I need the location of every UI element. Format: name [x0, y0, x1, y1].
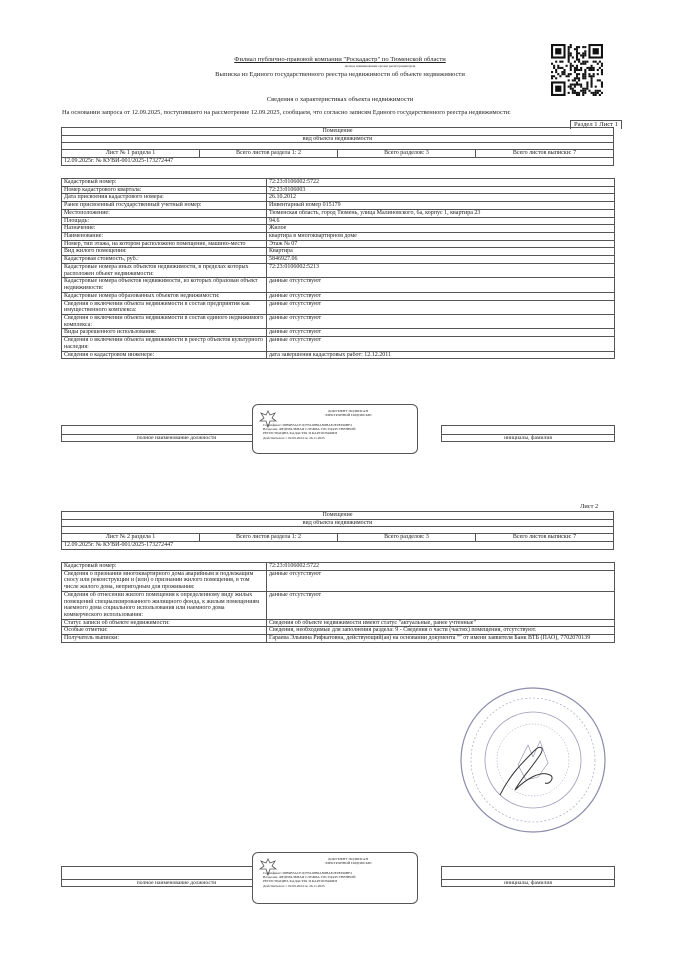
- table-row: [62, 263, 615, 277]
- table-row: [62, 217, 615, 225]
- e-signature-stamp-2: [252, 852, 418, 904]
- row-label: Сведения об отнесении жилого помещения к определенному виду жилых помещений специализированного жилищного фонда, к жилым помещениям наемного дома социального использования или наемного дома коммерческого использования:: [62, 591, 267, 619]
- row-label: Местоположение:: [62, 209, 267, 217]
- stamp-valid-2: Действителен: с 02.09.2024 по 26.11.2025: [263, 883, 325, 888]
- row-value: 26.10.2012: [267, 194, 615, 202]
- table-row: [62, 186, 615, 194]
- row-label: Кадастровый номер:: [62, 179, 267, 187]
- row-value: 72:23:0106003: [267, 186, 615, 194]
- full-position-label: полное наименование должности: [62, 435, 292, 442]
- stamp-cert-2: Сертификат: 00B9B3ACE1D7FA28B6A8DBAE2E0F490BF4: [263, 871, 352, 875]
- stamp-subtitle: ЭЛЕКТРОННОЙ ПОДПИСЬЮ: [324, 413, 372, 418]
- org-name: Филиал публично-правовой компании "Роскадастр" по Тюменской области: [234, 56, 446, 63]
- row-label: Виды разрешенного использования:: [62, 329, 267, 337]
- row-label: Кадастровые номера образованных объектов недвижимости:: [62, 292, 267, 300]
- e-signature-stamp-1: [252, 404, 418, 454]
- table-row: [62, 179, 615, 187]
- total-sections: Всего разделов: 3: [338, 150, 476, 158]
- sheet1-header-table: [61, 127, 614, 166]
- row-label: Назначение:: [62, 225, 267, 233]
- qr-code-icon: [551, 44, 603, 96]
- table-row: [62, 351, 615, 359]
- table-row: [62, 619, 615, 627]
- row-value: Гараева Эльвина Рифкатовна, действующий(ая) на основании документа "" от имени заявителя Банк ВТБ (ПАО), 7702070139: [267, 635, 615, 643]
- table-row: [62, 225, 615, 233]
- row-value: 72:23:0106002:5722: [267, 563, 615, 571]
- total-sections-2: Всего разделов: 3: [338, 534, 476, 542]
- date-number-2: 12.09.2025г. № КУВИ-001/2025-173272447: [62, 542, 614, 550]
- date-number: 12.09.2025г. № КУВИ-001/2025-173272447: [62, 158, 614, 166]
- row-label: Кадастровые номера иных объектов недвижимости, в пределах которых расположен объект недвижимости:: [62, 263, 267, 277]
- total-sheets-2: Всего листов выписки: 7: [476, 534, 614, 542]
- row-label: Сведения о включении объекта недвижимости в реестр объектов культурного наследия:: [62, 337, 267, 351]
- row-value: 72:23:0106002:5722: [267, 179, 615, 187]
- sheet2-table: [61, 562, 615, 643]
- table-row: [62, 337, 615, 351]
- row-value: 5846927.06: [267, 256, 615, 264]
- row-value: данные отсутствуют: [267, 570, 615, 591]
- table-row: [62, 591, 615, 619]
- stamp-owner-2: РЕГИСТРАЦИИ, КАДАСТРА И КАРТОГРАФИИ: [263, 431, 337, 436]
- sheet2-label: Лист 2: [580, 503, 599, 510]
- stamp-owner-2a: Владелец: ФЕДЕРАЛЬНАЯ СЛУЖБА ГОСУДАРСТВЕННОЙ: [263, 875, 356, 880]
- table-row: [62, 570, 615, 591]
- row-value: Этаж № 07: [267, 240, 615, 248]
- org-sub: полное наименование органа регистрации прав: [344, 63, 416, 68]
- row-label: Наименование:: [62, 233, 267, 241]
- row-value: данные отсутствуют: [267, 329, 615, 337]
- table-row: [62, 314, 615, 328]
- table-row: [62, 278, 615, 292]
- row-value: данные отсутствуют: [267, 300, 615, 314]
- table-row: [62, 300, 615, 314]
- row-label: Сведения о включении объекта недвижимости в состав предприятия как имущественного комплекса:: [62, 300, 267, 314]
- stamp-owner: Владелец: ФЕДЕРАЛЬНАЯ СЛУЖБА ГОСУДАРСТВЕННОЙ: [263, 427, 356, 432]
- stamp-valid: Действителен: с 02.09.2024 по 26.11.2025: [263, 435, 325, 440]
- table-row: [62, 248, 615, 256]
- row-label: Номер, тип этажа, на котором расположено помещение, машино-место: [62, 240, 267, 248]
- sheet2-header-table: [61, 511, 614, 550]
- row-value: Сведения, необходимые для заполнения раздела: 9 - Сведения о части (частях) помещения, отсутствуют.: [267, 627, 615, 635]
- full-position-label-2: полное наименование должности: [62, 880, 292, 887]
- row-label: Сведения о признании многоквартирного дома аварийным и подлежащим сносу или реконструкции и (или) о признании жилого помещения, в том числе жилого дома, непригодным для проживания:: [62, 570, 267, 591]
- row-value: Квартира: [267, 248, 615, 256]
- row-value: данные отсутствуют: [267, 337, 615, 351]
- row-label: Ранее присвоенный государственный учетный номер:: [62, 202, 267, 210]
- row-label: Сведения о включении объекта недвижимости в состав единого недвижимого комплекса:: [62, 314, 267, 328]
- table-row: [62, 240, 615, 248]
- stamp-subtitle-2: ЭЛЕКТРОННОЙ ПОДПИСЬЮ: [324, 861, 372, 866]
- row-label: Кадастровые номера объектов недвижимости, из которых образован объект недвижимости:: [62, 278, 267, 292]
- row-label: Вид жилого помещения:: [62, 248, 267, 256]
- object-type: Помещение: [322, 128, 353, 134]
- section-label: Раздел 1 Лист 1: [570, 120, 622, 129]
- row-label: Сведения о кадастровом инженере:: [62, 351, 267, 359]
- row-value: 94.6: [267, 217, 615, 225]
- table-row: [62, 256, 615, 264]
- table-row: [62, 233, 615, 241]
- object-type-label: вид объекта недвижимости: [302, 135, 373, 142]
- object-type-label-2: вид объекта недвижимости: [302, 519, 373, 526]
- stamp-cert: Сертификат: 00B9B3ACE1D7FA28B6A8DBAE2E0F490BF4: [263, 423, 352, 427]
- row-label: Получатель выписки:: [62, 635, 267, 643]
- row-label: Кадастровая стоимость, руб.:: [62, 256, 267, 264]
- sheet-no: Лист № 1 раздела 1: [62, 150, 200, 158]
- row-label: Номер кадастрового квартала:: [62, 186, 267, 194]
- table-row: [62, 329, 615, 337]
- row-value: Жилое: [267, 225, 615, 233]
- row-label: Дата присвоения кадастрового номера:: [62, 194, 267, 202]
- row-value: квартира в многоквартирном доме: [267, 233, 615, 241]
- row-value: 72:23:0106002:5213: [267, 263, 615, 277]
- row-label: Кадастровый номер:: [62, 563, 267, 571]
- row-label: Особые отметки:: [62, 627, 267, 635]
- row-value: данные отсутствуют: [267, 314, 615, 328]
- object-type-2: Помещение: [322, 512, 353, 518]
- row-value: данные отсутствуют: [267, 591, 615, 619]
- table-row: [62, 209, 615, 217]
- row-value: данные отсутствуют: [267, 278, 615, 292]
- row-value: дата завершения кадастровых работ: 12.12.2011: [267, 351, 615, 359]
- table-row: [62, 202, 615, 210]
- signature-icon: [490, 735, 570, 805]
- total-in-section-2: Всего листов раздела 1: 2: [200, 534, 338, 542]
- row-value: Тюменская область, город Тюмень, улица Малиновского, 6а, корпус 1, квартира 23: [267, 209, 615, 217]
- row-value: Сведения об объекте недвижимости имеют статус "актуальные, ранее учтенные": [267, 619, 615, 627]
- total-sheets: Всего листов выписки: 7: [476, 150, 614, 158]
- table-row: [62, 563, 615, 571]
- stamp-owner-2b: РЕГИСТРАЦИИ, КАДАСТРА И КАРТОГРАФИИ: [263, 879, 337, 884]
- table-row: [62, 292, 615, 300]
- intro-title: Сведения о характеристиках объекта недвижимости: [266, 96, 414, 103]
- sheet-no-2: Лист № 2 раздела 1: [62, 534, 200, 542]
- row-label: Площадь:: [62, 217, 267, 225]
- table-row: [62, 635, 615, 643]
- stamp-title-2: ДОКУМЕНТ ПОДПИСАН: [328, 857, 368, 861]
- table-row: [62, 194, 615, 202]
- intro-text: На основании запроса от 12.09.2025, поступившего на рассмотрение 12.09.2025, сообщаем, что согласно записям Единого государственного реестра недвижимости:: [62, 109, 511, 116]
- total-in-section: Всего листов раздела 1: 2: [200, 150, 338, 158]
- table-row: [62, 627, 615, 635]
- row-label: Статус записи об объекте недвижимости:: [62, 619, 267, 627]
- sheet1-table: [61, 178, 615, 359]
- row-value: данные отсутствуют: [267, 292, 615, 300]
- initials-label: инициалы, фамилия: [442, 435, 615, 442]
- stamp-title: ДОКУМЕНТ ПОДПИСАН: [328, 409, 368, 413]
- initials-label-2: инициалы, фамилия: [442, 880, 615, 887]
- row-value: Инвентарный номер 015179: [267, 202, 615, 210]
- extract-title: Выписка из Единого государственного реестра недвижимости об объекте недвижимости: [215, 70, 465, 78]
